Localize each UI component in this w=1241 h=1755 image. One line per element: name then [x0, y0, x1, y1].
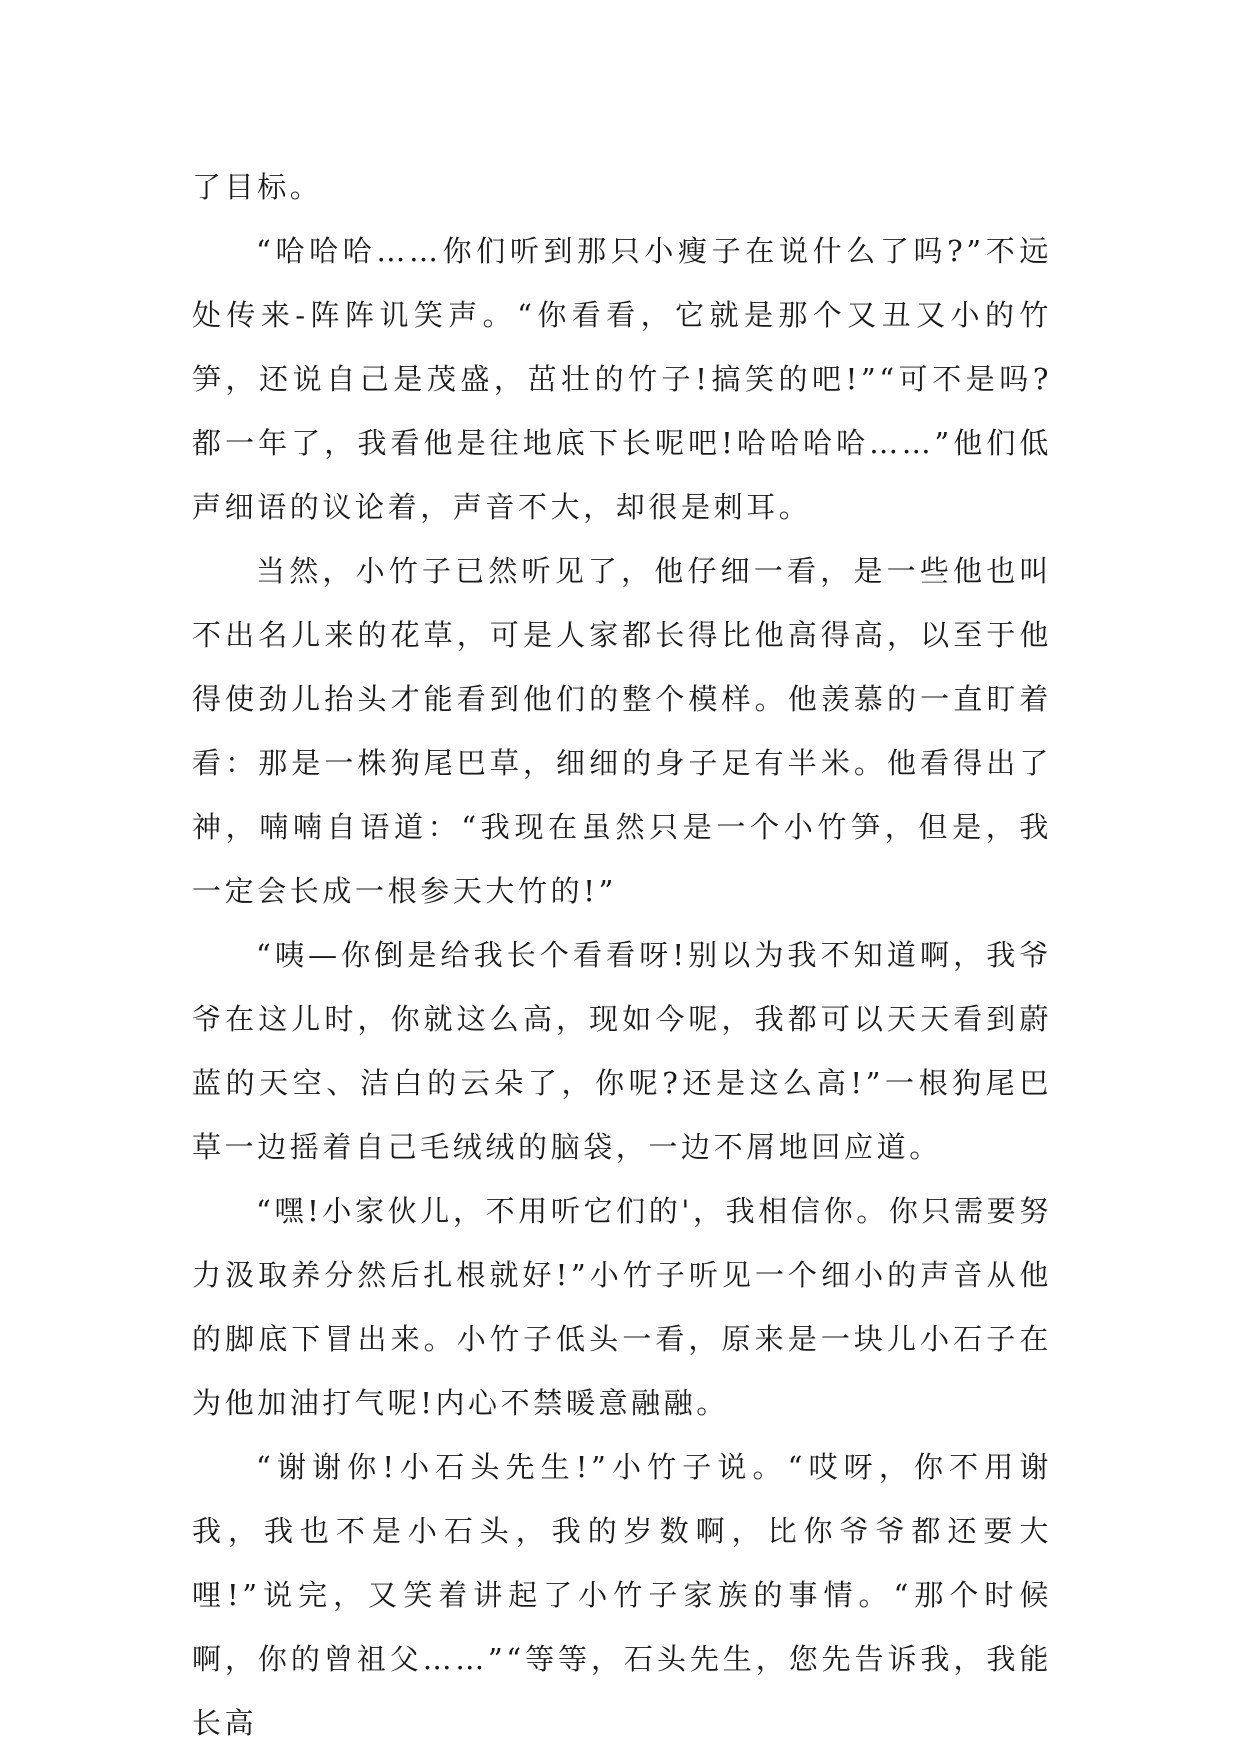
paragraph-thanks-stone: “谢谢你!小石头先生!”小竹子说。“哎呀，你不用谢我，我也不是小石头，我的岁数啊，比你爷爷都还要大哩!”说完，又笑着讲起了小竹子家族的事情。“那个时候啊，你的曾祖父……”“等等，石头先生，您先告诉我，我能长高 — [192, 1450, 1052, 1740]
paragraph-mocking-laughter: “哈哈哈……你们听到那只小瘦子在说什么了吗?”不远处传来-阵阵讥笑声。“你看看，它就是那个又丑又小的竹笋，还说自己是茂盛，茁壮的竹子!搞笑的吧!”“可不是吗?都一年了，我看他是往地底下长呢吧!哈哈哈哈……”他们低声细语的议论着，声音不大，却很是刺耳。 — [192, 234, 1052, 524]
paragraph-bamboo-envy: 当然，小竹子已然听见了，他仔细一看，是一些他也叫不出名儿来的花草，可是人家都长得比他高得高，以至于他得使劲儿抬头才能看到他们的整个模样。他羡慕的一直盯着看：那是一株狗尾巴草，细细的身子足有半米。他看得出了神，喃喃自语道：“我现在虽然只是一个小竹笋，但是，我一定会长成一根参天大竹的!” — [192, 554, 1052, 908]
paragraph-foxtail-reply: “咦—你倒是给我长个看看呀!别以为我不知道啊，我爷爷在这儿时，你就这么高，现如今呢，我都可以天天看到蔚蓝的天空、洁白的云朵了，你呢?还是这么高!”一根狗尾巴草一边摇着自己毛绒绒的脑袋，一边不屑地回应道。 — [192, 938, 1052, 1164]
paragraph-stone-encouragement: “嘿!小家伙儿，不用听它们的'，我相信你。你只需要努力汲取养分然后扎根就好!”小竹子听见一个细小的声音从他的脚底下冒出来。小竹子低头一看，原来是一块儿小石子在为他加油打气呢!内心不禁暖意融融。 — [192, 1194, 1052, 1420]
paragraph-continuation: 了目标。 — [192, 170, 323, 204]
body-text — [192, 155, 1052, 1755]
